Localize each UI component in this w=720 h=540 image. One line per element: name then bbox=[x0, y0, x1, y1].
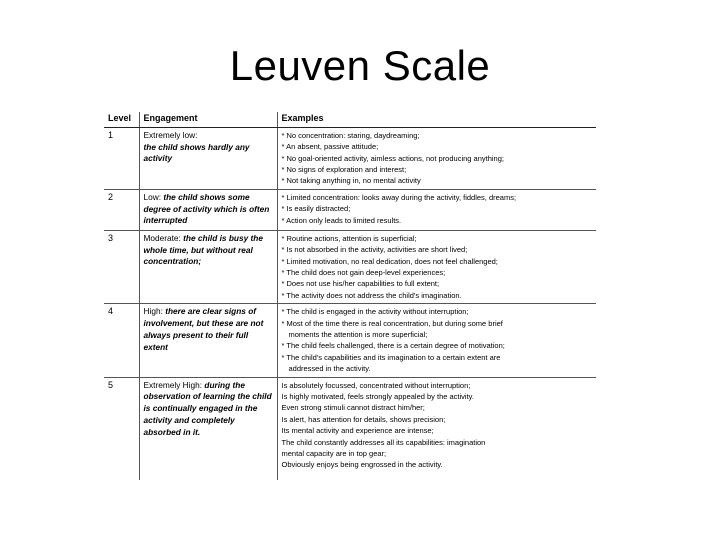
level-cell: 5 bbox=[104, 377, 139, 480]
example-line: * An absent, passive attitude; bbox=[281, 142, 379, 152]
example-line: Is absolutely focussed, concentrated without interruption; bbox=[281, 380, 471, 390]
example-line: * No concentration: staring, daydreaming; bbox=[281, 130, 420, 140]
table-row-level-1 bbox=[104, 127, 596, 189]
engagement-description: the child is busy the whole time, but without real concentration; bbox=[143, 232, 263, 267]
example-line: * Does not use his/her capabilities to full extent; bbox=[281, 279, 440, 289]
examples-cell bbox=[277, 189, 596, 230]
example-line: addressed in the activity. bbox=[288, 364, 371, 374]
level-cell: 2 bbox=[104, 189, 139, 230]
level-cell: 1 bbox=[108, 129, 114, 140]
example-line: * Limited motivation, no real dedication, does not feel challenged; bbox=[281, 256, 498, 266]
example-line: * Not taking anything in, no mental activity bbox=[281, 176, 421, 186]
example-line: Even strong stimuli cannot distract him/her; bbox=[281, 403, 425, 413]
example-line: * The activity does not address the child's imagination. bbox=[281, 290, 462, 300]
engagement-cell bbox=[139, 127, 277, 189]
example-line: * Action only leads to limited results. bbox=[281, 215, 402, 225]
engagement-lead: Extremely low: bbox=[143, 129, 198, 140]
example-line: moments the attention is more superficial; bbox=[288, 329, 428, 339]
example-line: The child constantly addresses all its capabilities: imagination bbox=[281, 437, 486, 447]
slide-title: Leuven Scale bbox=[229, 42, 491, 89]
leuven-scale-table bbox=[104, 112, 596, 480]
engagement-description: the child shows hardly any activity bbox=[143, 141, 250, 164]
header-engagement: Engagement bbox=[139, 112, 277, 127]
engagement-cell bbox=[139, 377, 277, 480]
examples-cell bbox=[277, 304, 596, 377]
example-line: * No signs of exploration and interest; bbox=[281, 164, 407, 174]
engagement-lead: Low: bbox=[143, 191, 162, 202]
example-line: Is alert, has attention for details, shows precision; bbox=[281, 414, 446, 424]
example-line: * Limited concentration: looks away during the activity, fiddles, dreams; bbox=[281, 192, 517, 202]
engagement-description: there are clear signs of involvement, but these are not always present to their full extent bbox=[143, 306, 264, 352]
example-line: * The child feels challenged, there is a certain degree of motivation; bbox=[281, 341, 505, 351]
table-row-level-5 bbox=[104, 377, 596, 480]
example-line: * No goal-oriented activity, aimless actions, not producing anything; bbox=[281, 153, 504, 163]
header-examples: Examples bbox=[277, 112, 596, 127]
engagement-lead: Extremely High: bbox=[143, 379, 203, 390]
examples-cell bbox=[277, 127, 596, 189]
level-cell: 3 bbox=[104, 230, 139, 303]
table-row-level-4 bbox=[104, 304, 596, 377]
example-line: Is highly motivated, feels strongly appealed by the activity. bbox=[281, 392, 474, 402]
example-line: * Most of the time there is real concentration, but during some brief bbox=[281, 318, 503, 328]
table-row-level-3 bbox=[104, 230, 596, 303]
example-line: Its mental activity and experience are intense; bbox=[281, 426, 434, 436]
engagement-lead: Moderate: bbox=[143, 232, 181, 243]
example-line: * The child does not gain deep-level experiences; bbox=[281, 267, 446, 277]
example-line: * Is easily distracted; bbox=[281, 204, 351, 214]
engagement-cell bbox=[139, 230, 277, 303]
engagement-cell bbox=[139, 189, 277, 230]
example-line: * The child is engaged in the activity without interruption; bbox=[281, 307, 469, 317]
table-header-row bbox=[104, 112, 596, 127]
examples-cell bbox=[277, 377, 596, 480]
header-level: Level bbox=[104, 112, 139, 127]
table-row-level-2 bbox=[104, 189, 596, 230]
engagement-lead: High: bbox=[143, 306, 163, 317]
leuven-table-container bbox=[104, 112, 596, 484]
example-line: mental capacity are in top gear; bbox=[281, 449, 387, 459]
engagement-description: the child shows some degree of activity which is often interrupted bbox=[143, 191, 270, 226]
example-line: * Is not absorbed in the activity, activities are short lived; bbox=[281, 245, 468, 255]
level-cell: 4 bbox=[104, 304, 139, 377]
examples-cell bbox=[277, 230, 596, 303]
engagement-description: during the observation of learning the child is continually engaged in the activity and completely absorbed in it. bbox=[143, 379, 272, 437]
example-line: * The child's capabilities and its imagination to a certain extent are bbox=[281, 352, 501, 362]
example-line: Obviously enjoys being engrossed in the activity. bbox=[281, 460, 443, 470]
engagement-cell bbox=[139, 304, 277, 377]
example-line: * Routine actions, attention is superficial; bbox=[281, 233, 417, 243]
